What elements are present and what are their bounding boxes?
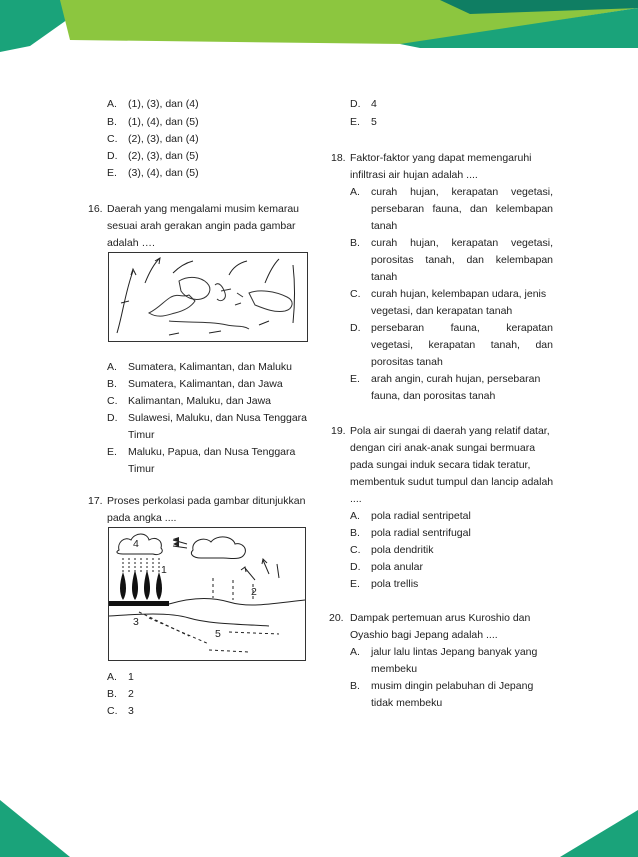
figure-label-2: 2 bbox=[251, 586, 257, 598]
option-a[interactable]: A. bbox=[107, 361, 117, 373]
option-b[interactable]: B. bbox=[107, 378, 117, 390]
option-c[interactable]: C. bbox=[350, 288, 361, 300]
question-text: pada sungai induk secara tidak teratur, bbox=[350, 459, 531, 471]
option-b-text: curah hujan, kerapatan vegetasi, bbox=[371, 237, 553, 249]
question-number: 17. bbox=[88, 495, 103, 507]
question-text: Proses perkolasi pada gambar ditunjukkan bbox=[107, 495, 306, 507]
option-c[interactable]: C. bbox=[107, 705, 118, 717]
option-a-text: membeku bbox=[371, 663, 418, 675]
option-c-text: curah hujan, kelembapan udara, jenis bbox=[371, 288, 547, 300]
option-b-text: (1), (4), dan (5) bbox=[128, 116, 199, 128]
option-a-text: (1), (3), dan (4) bbox=[128, 98, 199, 110]
option-c[interactable]: C. bbox=[107, 395, 118, 407]
figure-label-4: 4 bbox=[133, 538, 139, 550]
question-number: 18. bbox=[331, 152, 346, 164]
option-e-text: arah angin, curah hujan, persebaran bbox=[371, 373, 541, 385]
option-e[interactable]: E. bbox=[350, 578, 360, 590]
question-text: pada angka .... bbox=[107, 512, 177, 524]
option-b[interactable]: B. bbox=[107, 116, 117, 128]
question-text: membentuk sudut tumpul dan lancip adalah bbox=[350, 476, 554, 488]
option-d[interactable]: D. bbox=[107, 150, 118, 162]
option-a[interactable]: A. bbox=[107, 98, 117, 110]
option-b[interactable]: B. bbox=[350, 527, 360, 539]
option-c-text: vegetasi, dan kerapatan tanah bbox=[371, 305, 513, 317]
question-text: infiltrasi air hujan adalah .... bbox=[350, 169, 478, 181]
option-d-text: vegetasi, kerapatan tanah, dan bbox=[371, 339, 553, 351]
option-a-text: persebaran fauna, dan kelembapan bbox=[371, 203, 553, 215]
option-d[interactable]: D. bbox=[107, 412, 118, 424]
option-e[interactable]: E. bbox=[350, 373, 360, 385]
question-text: sesuai arah gerakan angin pada gambar bbox=[107, 220, 296, 232]
option-b-text: musim dingin pelabuhan di Jepang bbox=[371, 680, 534, 692]
option-a-text: 1 bbox=[128, 671, 134, 683]
option-b-text: Sumatera, Kalimantan, dan Jawa bbox=[128, 378, 283, 390]
option-b-text: pola radial sentrifugal bbox=[371, 527, 471, 539]
option-e-text: (3), (4), dan (5) bbox=[128, 167, 199, 179]
option-b-text: 2 bbox=[128, 688, 134, 700]
option-b-text: tanah bbox=[371, 271, 398, 283]
option-e-text: Maluku, Papua, dan Nusa Tenggara bbox=[128, 446, 296, 458]
figure-label-3: 3 bbox=[133, 616, 139, 628]
question-text: Dampak pertemuan arus Kuroshio dan bbox=[350, 612, 531, 624]
footer-decoration bbox=[0, 790, 638, 857]
question-number: 16. bbox=[88, 203, 103, 215]
question-text: Oyashio bagi Jepang adalah .... bbox=[350, 629, 498, 641]
option-d-text: pola anular bbox=[371, 561, 423, 573]
question-text: Faktor-faktor yang dapat memengaruhi bbox=[350, 152, 532, 164]
header-decoration bbox=[0, 0, 638, 60]
option-d-text: Sulawesi, Maluku, dan Nusa Tenggara bbox=[128, 412, 307, 424]
option-e-text: pola trellis bbox=[371, 578, 419, 590]
option-a-text: jalur lalu lintas Jepang banyak yang bbox=[371, 646, 538, 658]
option-c[interactable]: C. bbox=[350, 544, 361, 556]
option-e[interactable]: E. bbox=[350, 116, 360, 128]
question-text: Daerah yang mengalami musim kemarau bbox=[107, 203, 299, 215]
option-a-text: Sumatera, Kalimantan, dan Maluku bbox=[128, 361, 293, 373]
option-d[interactable]: D. bbox=[350, 561, 361, 573]
option-b[interactable]: B. bbox=[350, 237, 360, 249]
question-text: Pola air sungai di daerah yang relatif datar, bbox=[350, 425, 550, 437]
option-d-text-cont: Timur bbox=[128, 429, 155, 441]
option-e-text: 5 bbox=[371, 116, 377, 128]
option-a-text: pola radial sentripetal bbox=[371, 510, 471, 522]
option-a-text: curah hujan, kerapatan vegetasi, bbox=[371, 186, 553, 198]
option-a-text: tanah bbox=[371, 220, 398, 232]
option-e[interactable]: E. bbox=[107, 167, 117, 179]
option-a[interactable]: A. bbox=[350, 646, 360, 658]
option-b[interactable]: B. bbox=[107, 688, 117, 700]
option-b[interactable]: B. bbox=[350, 680, 360, 692]
option-d-text: (2), (3), dan (5) bbox=[128, 150, 199, 162]
option-d-text: persebaran fauna, kerapatan bbox=[371, 322, 553, 334]
figure-label-5: 5 bbox=[215, 628, 221, 640]
option-d-text: 4 bbox=[371, 98, 377, 110]
figure-label-1: 1 bbox=[161, 564, 167, 576]
question-text: .... bbox=[350, 493, 362, 505]
option-d[interactable]: D. bbox=[350, 98, 361, 110]
option-e-text: fauna, dan porositas tanah bbox=[371, 390, 496, 402]
option-b-text: porositas tanah, dan kelembapan bbox=[371, 254, 553, 266]
option-c-text: (2), (3), dan (4) bbox=[128, 133, 199, 145]
option-c-text: Kalimantan, Maluku, dan Jawa bbox=[128, 395, 271, 407]
option-c-text: pola dendritik bbox=[371, 544, 434, 556]
question-text: adalah …. bbox=[107, 237, 155, 249]
question-number: 20. bbox=[329, 612, 344, 624]
option-e[interactable]: E. bbox=[107, 446, 117, 458]
option-a[interactable]: A. bbox=[350, 510, 360, 522]
indonesia-wind-map bbox=[108, 252, 308, 342]
option-d[interactable]: D. bbox=[350, 322, 361, 334]
option-c[interactable]: C. bbox=[107, 133, 118, 145]
water-cycle-figure bbox=[108, 527, 306, 661]
option-c-text: 3 bbox=[128, 705, 134, 717]
option-b-text: tidak membeku bbox=[371, 697, 443, 709]
option-a[interactable]: A. bbox=[350, 186, 360, 198]
option-d-text: porositas tanah bbox=[371, 356, 443, 368]
option-a[interactable]: A. bbox=[107, 671, 117, 683]
question-text: dengan ciri anak-anak sungai bermuara bbox=[350, 442, 536, 454]
question-number: 19. bbox=[331, 425, 346, 437]
option-e-text-cont: Timur bbox=[128, 463, 155, 475]
